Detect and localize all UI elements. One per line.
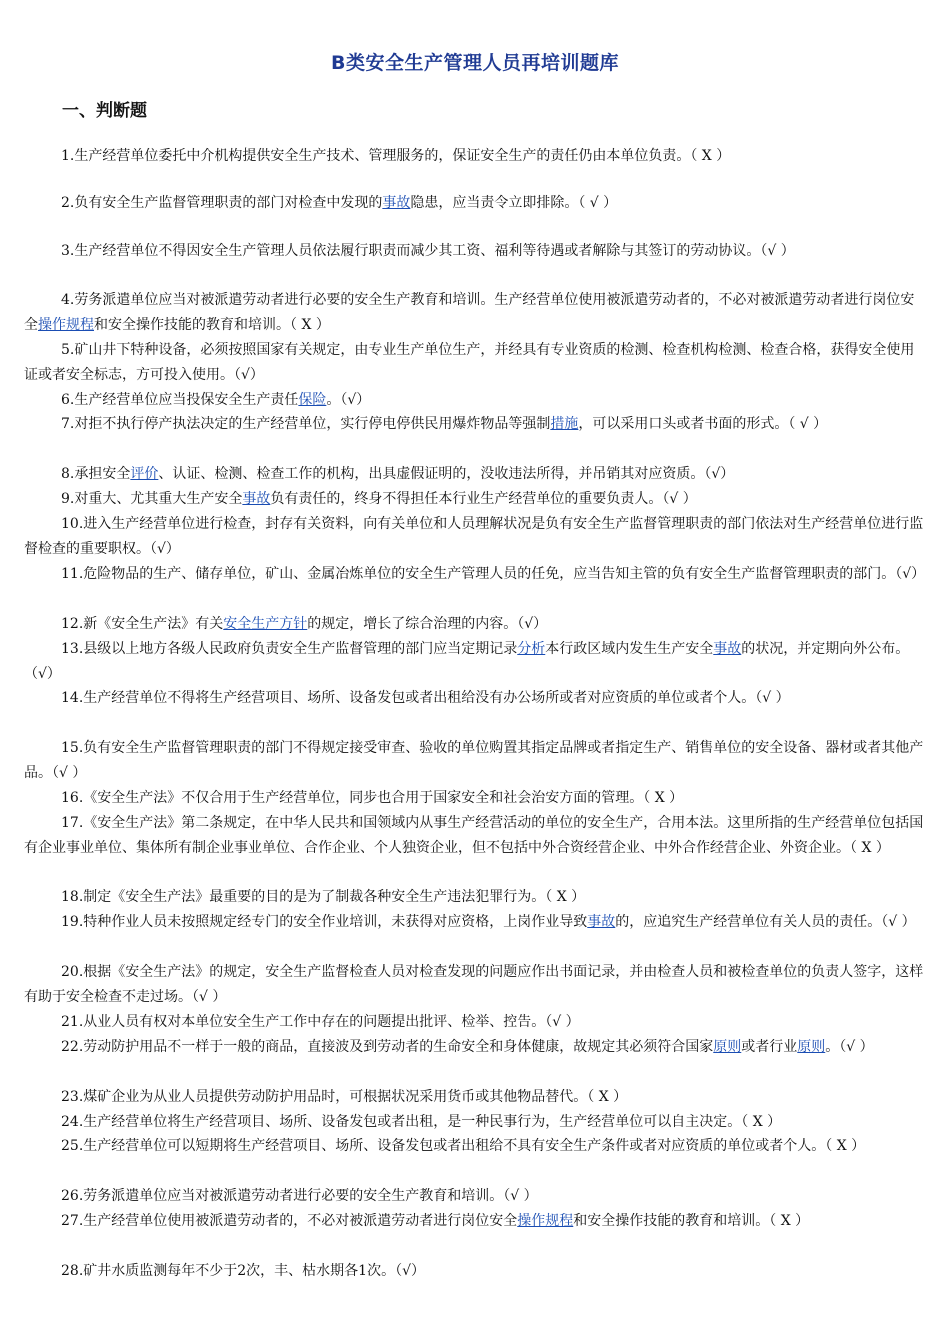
term-link[interactable]: 原则 bbox=[713, 1039, 742, 1055]
question-text: 24.生产经营单位将生产经营项目、场所、设备发包或者出租，是一种民事行为，生产经营单位可以自主决定。（ X ） bbox=[61, 1114, 782, 1130]
question-text: 28.矿井水质监测每年不少于2次，丰、枯水期各1次。（√） bbox=[61, 1263, 425, 1279]
question-item bbox=[24, 562, 926, 587]
question-item bbox=[24, 1035, 926, 1060]
question-text: 15.负有安全生产监督管理职责的部门不得规定接受审查、验收的单位购置其指定品牌或者指定生产、销售单位的安全设备、器材或者其他产品。（√ ） bbox=[24, 740, 924, 781]
question-text: 22.劳动防护用品不一样于一般的商品，直接波及到劳动者的生命安全和身体健康，故规定其必须符合国家 bbox=[61, 1039, 714, 1055]
question-item bbox=[24, 1110, 926, 1135]
question-item bbox=[24, 239, 926, 264]
question-text: 、认证、检测、检查工作的机构，出具虚假证明的，没收违法所得，并吊销其对应资质。（√） bbox=[158, 466, 735, 482]
question-text: 14.生产经营单位不得将生产经营项目、场所、设备发包或者出租给没有办公场所或者对应资质的单位或者个人。（√ ） bbox=[61, 690, 790, 706]
page-title: B类安全生产管理人员再培训题库 bbox=[331, 52, 619, 74]
question-item bbox=[24, 736, 926, 786]
question-item bbox=[24, 288, 926, 338]
term-link[interactable]: 事故 bbox=[242, 491, 271, 507]
question-item bbox=[24, 811, 926, 861]
question-text: 26.劳务派遣单位应当对被派遣劳动者进行必要的安全生产教育和培训。（√ ） bbox=[61, 1188, 538, 1204]
question-item bbox=[24, 412, 926, 437]
question-text: 17.《安全生产法》第二条规定，在中华人民共和国领域内从事生产经营活动的单位的安全生产，合用本法。这里所指的生产经营单位包括国有企业事业单位、集体所有制企业事业单位、合作企业、个人独资企业，但不包括中外合资经营企业、中外合作经营企业、外资企业。（ X ） bbox=[24, 815, 924, 856]
question-text: 13.县级以上地方各级人民政府负责安全生产监督管理的部门应当定期记录 bbox=[61, 641, 518, 657]
question-item bbox=[24, 612, 926, 637]
question-item bbox=[24, 487, 926, 512]
question-text: 3.生产经营单位不得因安全生产管理人员依法履行职责而减少其工资、福利等待遇或者解除与其签订的劳动协议。（√ ） bbox=[61, 243, 795, 259]
question-item bbox=[24, 885, 926, 910]
question-text: 11.危险物品的生产、储存单位，矿山、金属冶炼单位的安全生产管理人员的任免，应当告知主管的负有安全生产监督管理职责的部门。（√） bbox=[61, 566, 926, 582]
question-text: 9.对重大、尤其重大生产安全 bbox=[61, 491, 243, 507]
question-text: 23.煤矿企业为从业人员提供劳动防护用品时，可根据状况采用货币或其他物品替代。（ X ） bbox=[61, 1089, 628, 1105]
question-text: 16.《安全生产法》不仅合用于生产经营单位，同步也合用于国家安全和社会治安方面的管理。（ X ） bbox=[61, 790, 684, 806]
question-text: 的状况，并定期向外公布。（√） bbox=[24, 641, 910, 682]
question-text: 21.从业人员有权对本单位安全生产工作中存在的问题提出批评、检举、控告。（√ ） bbox=[61, 1014, 580, 1030]
question-text: 25.生产经营单位可以短期将生产经营项目、场所、设备发包或者出租给不具有安全生产条件或者对应资质的单位或者个人。（ X ） bbox=[61, 1138, 866, 1154]
question-item bbox=[24, 1259, 926, 1284]
question-text: 。（√） bbox=[326, 392, 371, 408]
term-link[interactable]: 操作规程 bbox=[38, 317, 94, 333]
question-text: 2.负有安全生产监督管理职责的部门对检查中发现的 bbox=[61, 195, 383, 211]
question-item bbox=[24, 1134, 926, 1159]
question-text: 的规定，增长了综合治理的内容。（√） bbox=[307, 616, 548, 632]
term-link[interactable]: 事故 bbox=[382, 195, 411, 211]
question-item bbox=[24, 1010, 926, 1035]
question-text: 1.生产经营单位委托中介机构提供安全生产技术、管理服务的，保证安全生产的责任仍由本单位负责。（ X ） bbox=[61, 148, 731, 164]
question-text: 27.生产经营单位使用被派遣劳动者的，不必对被派遣劳动者进行岗位安全 bbox=[61, 1213, 518, 1229]
question-item bbox=[24, 910, 926, 935]
question-text: 本行政区域内发生生产安全 bbox=[545, 641, 714, 657]
question-text: 的，应追究生产经营单位有关人员的责任。（√ ） bbox=[615, 914, 916, 930]
question-item bbox=[24, 1184, 926, 1209]
question-text: 隐患，应当责令立即排除。（ √ ） bbox=[410, 195, 618, 211]
term-link[interactable]: 操作规程 bbox=[517, 1213, 574, 1229]
question-item bbox=[24, 1085, 926, 1110]
question-item bbox=[24, 1209, 926, 1234]
term-link[interactable]: 事故 bbox=[713, 641, 742, 657]
question-text: 4.劳务派遣单位应当对被派遣劳动者进行必要的安全生产教育和培训。生产经营单位使用被派遣劳动者的，不必对被派遣劳动者进行岗位安全 bbox=[24, 292, 915, 333]
question-item bbox=[24, 462, 926, 487]
question-item bbox=[24, 960, 926, 1010]
question-text: 6.生产经营单位应当投保安全生产责任 bbox=[61, 392, 299, 408]
question-item bbox=[24, 388, 926, 413]
question-item bbox=[24, 512, 926, 562]
term-link[interactable]: 评价 bbox=[130, 466, 159, 482]
question-text: 12.新《安全生产法》有关 bbox=[61, 616, 224, 632]
question-item bbox=[24, 786, 926, 811]
term-link[interactable]: 保险 bbox=[298, 392, 327, 408]
question-item bbox=[24, 637, 926, 687]
term-link[interactable]: 安全生产方针 bbox=[223, 616, 308, 632]
question-text: 和安全操作技能的教育和培训。（ X ） bbox=[573, 1213, 810, 1229]
question-item bbox=[24, 686, 926, 711]
question-item bbox=[24, 191, 926, 216]
term-link[interactable]: 原则 bbox=[797, 1039, 826, 1055]
question-text: 20.根据《安全生产法》的规定，安全生产监督检查人员对检查发现的问题应作出书面记录，并由检查人员和被检查单位的负责人签字，这样有助于安全检查不走过场。（√ ） bbox=[24, 964, 924, 1005]
question-item bbox=[24, 338, 926, 388]
question-text: ，可以采用口头或者书面的形式。（ √ ） bbox=[578, 416, 828, 432]
question-text: 18.制定《安全生产法》最重要的目的是为了制裁各种安全生产违法犯罪行为。（ X ） bbox=[61, 889, 586, 905]
question-text: 和安全操作技能的教育和培训。（ X ） bbox=[94, 317, 330, 333]
question-text: 10.进入生产经营单位进行检查，封存有关资料，向有关单位和人员理解状况是负有安全生产监督管理职责的部门依法对生产经营单位进行监督检查的重要职权。（√） bbox=[24, 516, 924, 557]
question-text: 7.对拒不执行停产执法决定的生产经营单位，实行停电停供民用爆炸物品等强制 bbox=[61, 416, 551, 432]
term-link[interactable]: 分析 bbox=[517, 641, 546, 657]
question-item bbox=[24, 144, 926, 169]
question-text: 5.矿山井下特种设备，必须按照国家有关规定，由专业生产单位生产，并经具有专业资质的检测、检查机构检测、检查合格，获得安全使用证或者安全标志，方可投入使用。（√） bbox=[24, 342, 915, 383]
question-text: 负有责任的，终身不得担任本行业生产经营单位的重要负责人。（√ ） bbox=[270, 491, 697, 507]
question-text: 19.特种作业人员未按照规定经专门的安全作业培训，未获得对应资格，上岗作业导致 bbox=[61, 914, 588, 930]
question-text: 或者行业 bbox=[741, 1039, 798, 1055]
term-link[interactable]: 措施 bbox=[550, 416, 579, 432]
question-text: 。（√ ） bbox=[825, 1039, 874, 1055]
section-heading: 一、判断题 bbox=[62, 101, 147, 121]
question-text: 8.承担安全 bbox=[61, 466, 131, 482]
term-link[interactable]: 事故 bbox=[587, 914, 616, 930]
